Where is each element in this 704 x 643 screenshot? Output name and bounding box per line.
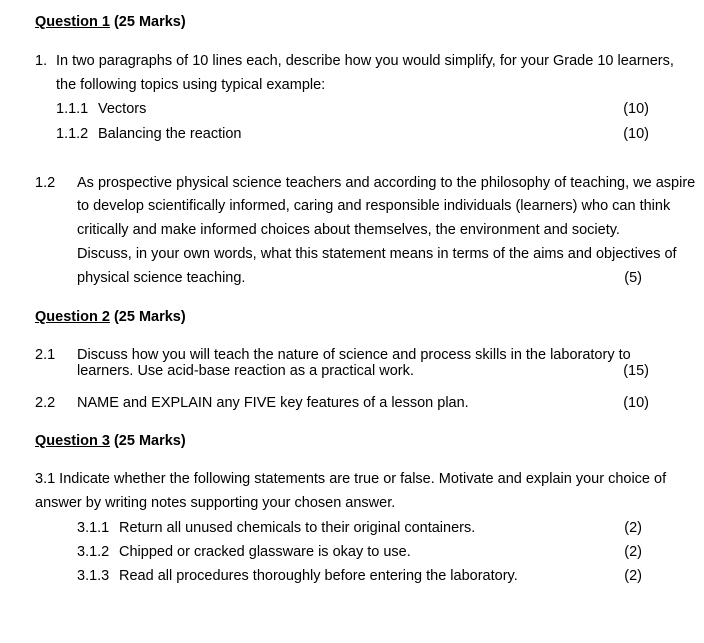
q3-heading bbox=[35, 433, 186, 449]
q3-heading-label: Question 3 bbox=[35, 433, 110, 449]
q2-item1-line1: Discuss how you will teach the nature of science and process skills in the laboratory to bbox=[77, 347, 631, 363]
q1-item2-marks: (5) bbox=[624, 270, 642, 286]
q1-item2-line4: Discuss, in your own words, what this statement means in terms of the aims and objectives of bbox=[77, 246, 677, 262]
q3-sub3-number: 3.1.3 bbox=[77, 568, 110, 584]
q3-sub1-number: 3.1.1 bbox=[77, 520, 110, 536]
q2-item2-marks: (10) bbox=[623, 395, 649, 411]
q3-sub2-number: 3.1.2 bbox=[77, 544, 110, 560]
q1-heading-marks: (25 Marks) bbox=[113, 14, 186, 30]
q1-heading-label: Question 1 bbox=[35, 14, 110, 30]
q2-heading-marks: (25 Marks) bbox=[113, 309, 186, 325]
q1-sub2-text: Balancing the reaction bbox=[98, 126, 242, 142]
q1-heading bbox=[35, 14, 186, 30]
q1-item2-line3: critically and make informed choices about themselves, the environment and society. bbox=[77, 222, 620, 238]
q2-item1-number: 2.1 bbox=[35, 347, 56, 363]
q3-heading-marks: (25 Marks) bbox=[113, 433, 186, 449]
q2-item1-line2: learners. Use acid-base reaction as a practical work. bbox=[77, 363, 414, 379]
q1-item2-line1: As prospective physical science teachers and according to the philosophy of teaching, we aspire bbox=[77, 175, 696, 191]
q2-item2-line1: NAME and EXPLAIN any FIVE key features of a lesson plan. bbox=[77, 395, 469, 411]
q1-item2-number: 1.2 bbox=[35, 175, 56, 191]
q1-sub1-number: 1.1.1 bbox=[56, 101, 89, 117]
q3-intro-line1: 3.1 Indicate whether the following statements are true or false. Motivate and explain your choice of bbox=[35, 471, 667, 487]
q1-item1-number: 1. bbox=[35, 53, 48, 69]
q1-item1-line2: the following topics using typical example: bbox=[56, 77, 326, 93]
q3-intro-line2: answer by writing notes supporting your chosen answer. bbox=[35, 495, 396, 511]
q3-sub2-text: Chipped or cracked glassware is okay to use. bbox=[119, 544, 411, 560]
q1-item2-line2: to develop scientifically informed, caring and responsible individuals (learners) who can think bbox=[77, 198, 671, 214]
q3-sub3-text: Read all procedures thoroughly before entering the laboratory. bbox=[119, 568, 518, 584]
q2-item1-marks: (15) bbox=[623, 363, 649, 379]
q1-sub2-number: 1.1.2 bbox=[56, 126, 89, 142]
q2-item2-number: 2.2 bbox=[35, 395, 56, 411]
q1-item2-line5: physical science teaching. bbox=[77, 270, 246, 286]
q1-sub2-marks: (10) bbox=[623, 126, 649, 142]
q2-heading bbox=[35, 309, 186, 325]
q3-sub3-marks: (2) bbox=[624, 568, 642, 584]
q3-sub1-text: Return all unused chemicals to their original containers. bbox=[119, 520, 476, 536]
q2-heading-label: Question 2 bbox=[35, 309, 110, 325]
q3-sub2-marks: (2) bbox=[624, 544, 642, 560]
q3-sub1-marks: (2) bbox=[624, 520, 642, 536]
q1-item1-line1: In two paragraphs of 10 lines each, describe how you would simplify, for your Grade 10 learners, bbox=[56, 53, 674, 69]
q1-sub1-marks: (10) bbox=[623, 101, 649, 117]
q1-sub1-text: Vectors bbox=[98, 101, 147, 117]
